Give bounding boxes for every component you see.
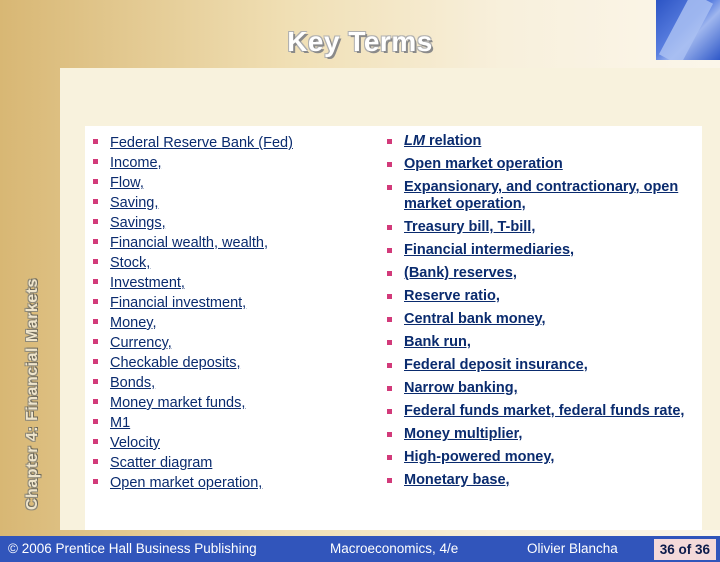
left-terms-list [92, 133, 372, 493]
left-term-link[interactable]: Financial investment, [92, 293, 372, 313]
left-term-link[interactable]: Velocity [92, 433, 372, 453]
term-text: Financial intermediaries, [404, 242, 575, 258]
right-term-link[interactable] [386, 288, 686, 305]
chapter-label: Chapter 4: Financial Markets [24, 278, 41, 510]
left-term-link[interactable]: Checkable deposits, [92, 353, 372, 373]
right-term-link[interactable] [386, 357, 686, 374]
term-text: Open market operation [404, 156, 563, 172]
right-term-link[interactable] [386, 380, 686, 397]
left-term-link[interactable]: Savings, [92, 213, 372, 233]
left-term-link[interactable]: Income, [92, 153, 372, 173]
term-text: Treasury bill, T-bill, [404, 219, 536, 235]
right-term-link[interactable] [386, 334, 686, 351]
right-term-link[interactable] [386, 219, 686, 236]
right-term-link[interactable] [386, 426, 686, 443]
right-term-link[interactable] [386, 311, 686, 328]
term-text: (Bank) reserves, [404, 265, 517, 281]
right-term-link[interactable] [386, 265, 686, 282]
term-text: Money multiplier, [404, 426, 523, 442]
right-term-link[interactable] [386, 133, 686, 150]
footer-copyright: © 2006 Prentice Hall Business Publishing [8, 541, 257, 556]
left-term-link[interactable]: Investment, [92, 273, 372, 293]
term-text: Reserve ratio, [404, 288, 500, 304]
term-text: High-powered money, [404, 449, 555, 465]
term-lead: LM [404, 133, 425, 149]
right-term-link[interactable] [386, 472, 686, 489]
left-term-link[interactable]: Stock, [92, 253, 372, 273]
left-term-link[interactable]: Bonds, [92, 373, 372, 393]
term-text: Monetary base, [404, 472, 510, 488]
slide-title: Key Terms [287, 26, 433, 57]
right-term-link[interactable] [386, 156, 686, 173]
footer-bar [0, 536, 720, 562]
left-term-link[interactable]: Saving, [92, 193, 372, 213]
right-term-link[interactable] [386, 449, 686, 466]
left-term-link[interactable]: Money, [92, 313, 372, 333]
footer-author: Olivier Blancha [527, 541, 618, 556]
left-term-link[interactable]: M1 [92, 413, 372, 433]
left-term-link[interactable]: Federal Reserve Bank (Fed) [92, 133, 372, 153]
left-term-link[interactable]: Currency, [92, 333, 372, 353]
left-term-link[interactable]: Scatter diagram [92, 453, 372, 473]
footer-book: Macroeconomics, 4/e [330, 541, 459, 556]
left-term-link[interactable]: Financial wealth, wealth, [92, 233, 372, 253]
term-text: Central bank money, [404, 311, 546, 327]
right-term-link[interactable] [386, 403, 686, 420]
left-term-link[interactable]: Open market operation, [92, 473, 372, 493]
right-term-link[interactable] [386, 242, 686, 259]
term-text: relation [424, 133, 482, 149]
right-terms-list [386, 133, 686, 495]
term-text: Federal deposit insurance, [404, 357, 588, 373]
term-text: Expansionary, and contractionary, open market operation, [404, 179, 679, 212]
page-number: 36 of 36 [654, 539, 716, 560]
left-term-link[interactable]: Flow, [92, 173, 372, 193]
left-term-link[interactable]: Money market funds, [92, 393, 372, 413]
term-text: Federal funds market, federal funds rate, [404, 403, 685, 419]
term-text: Narrow banking, [404, 380, 518, 396]
term-text: Bank run, [404, 334, 471, 350]
right-term-link[interactable] [386, 179, 686, 213]
